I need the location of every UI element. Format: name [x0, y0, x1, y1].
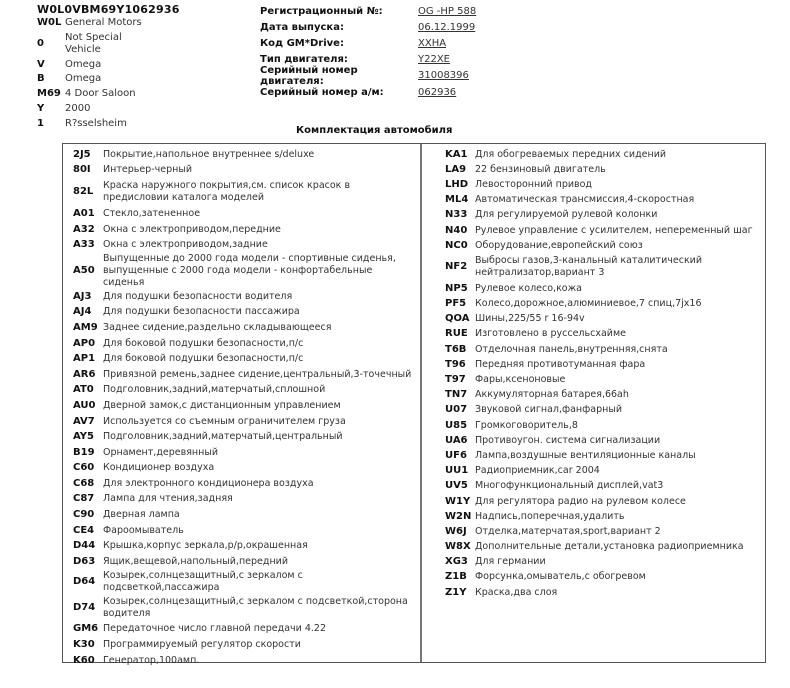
vin-decode-row [37, 32, 217, 56]
option-description: Выпущенные до 2000 года модели - спортивные сиденья, выпущенные с 2000 года модели - конфортабельные сиденья [103, 252, 396, 288]
option-description: Отделочная панель,внутренняя,снята [475, 343, 668, 355]
info-row-engine-serial [260, 64, 476, 87]
option-code: A33 [73, 239, 95, 251]
vin-decode-desc: General Motors [65, 17, 142, 28]
vin-decode-code: W0L [37, 17, 62, 28]
info-label: Дата выпуска: [260, 21, 344, 33]
option-code: D44 [73, 540, 96, 552]
info-label: Регистрационный №: [260, 5, 383, 17]
option-description: Козырек,солнцезащитный,с зеркалом с подсветкой,пассажира [103, 569, 303, 593]
option-code: KA1 [445, 148, 468, 160]
option-code: Z1B [445, 571, 467, 583]
option-description: Аккумуляторная батарея,66ah [475, 389, 629, 401]
option-description: Форсунка,омыватель,с обогревом [475, 571, 646, 583]
option-row [445, 494, 755, 509]
option-description: Для германии [475, 556, 546, 568]
info-row-production-date [260, 19, 476, 35]
option-row [73, 414, 413, 430]
option-row [445, 388, 755, 403]
option-code: D74 [73, 601, 96, 613]
option-row [73, 492, 413, 508]
option-code: K30 [73, 639, 95, 651]
info-row-registration [260, 3, 476, 19]
option-code: U85 [445, 419, 468, 431]
option-code: AJ3 [73, 290, 92, 302]
option-code: LA9 [445, 163, 467, 175]
option-code: W6J [445, 525, 467, 537]
info-row-vehicle-serial [260, 84, 476, 100]
option-row [73, 461, 413, 477]
option-code: 82L [73, 186, 94, 198]
option-description: Орнамент,деревянный [103, 446, 219, 458]
option-description: Заднее сидение,раздельно складывающееся [103, 321, 332, 333]
option-description: Отделка,матерчатая,sport,вариант 2 [475, 525, 661, 537]
option-code: W8X [445, 541, 471, 553]
option-code: UA6 [445, 434, 468, 446]
option-code: ML4 [445, 194, 469, 206]
option-code: LHD [445, 178, 469, 190]
vin-decode-desc: 4 Door Saloon [65, 88, 136, 100]
option-description: Для подушки безопасности пассажира [103, 306, 300, 318]
option-description: Для регулятора радио на рулевом колесе [475, 495, 686, 507]
option-code: AP0 [73, 337, 96, 349]
vin-decode-desc: 2000 [65, 102, 91, 114]
option-row [445, 464, 755, 479]
info-row-gm-drive-code [260, 35, 476, 51]
vin-decode-row [37, 17, 217, 29]
info-label: Тип двигателя: [260, 54, 348, 66]
option-code: D64 [73, 575, 96, 587]
option-row [73, 222, 413, 238]
option-code: UF6 [445, 449, 467, 461]
option-code: NC0 [445, 239, 468, 251]
option-code: NF2 [445, 261, 468, 273]
option-description: Противоугон. система сигнализации [475, 434, 661, 446]
option-row [445, 479, 755, 494]
option-code: N33 [445, 209, 468, 221]
option-row [445, 342, 755, 357]
option-description: 22 бензиновый двигатель [475, 163, 606, 175]
vehicle-info [260, 3, 476, 100]
option-description: Привязной ремень,заднее сидение,центральный,3-точечный [103, 368, 412, 380]
option-code: NP5 [445, 282, 468, 294]
option-row [73, 336, 413, 352]
option-row [73, 351, 413, 367]
option-description: Рулевое управление с усилителем, непеременный шаг [475, 224, 753, 236]
option-row [73, 538, 413, 554]
option-row [73, 367, 413, 383]
option-row [73, 570, 413, 594]
option-row [73, 476, 413, 492]
option-code: CE4 [73, 524, 95, 536]
option-row [445, 403, 755, 418]
options-right-column [445, 147, 755, 600]
vin-decode-table [37, 17, 217, 133]
info-value-link[interactable]: OG -HP 588 [418, 5, 477, 17]
option-code: QOA [445, 313, 470, 325]
option-row [445, 208, 755, 223]
option-code: C90 [73, 509, 95, 521]
option-description: Подголовник,задний,матерчатый,центральный [103, 431, 343, 443]
option-code: D63 [73, 555, 96, 567]
vin-decode-row [37, 118, 217, 130]
option-code: AM9 [73, 321, 98, 333]
option-row [445, 281, 755, 296]
option-description: Дополнительные детали,установка радиоприемника [475, 541, 744, 553]
info-label: Серийный номер а/м: [260, 86, 384, 98]
option-code: RUE [445, 328, 468, 340]
vin-decode-row [37, 88, 217, 100]
vin-decode-code: M69 [37, 88, 61, 100]
option-code: UV5 [445, 480, 468, 492]
option-row [445, 223, 755, 238]
option-description: Радиоприемник,car 2004 [475, 465, 600, 477]
vin-decode-row [37, 59, 217, 71]
option-description: Колесо,дорожное,алюминиевое,7 спиц,7jx16 [475, 298, 702, 310]
option-code: U07 [445, 404, 468, 416]
option-row [73, 398, 413, 414]
option-row [73, 594, 413, 622]
option-row [445, 357, 755, 372]
option-row [445, 372, 755, 387]
option-code: UU1 [445, 465, 469, 477]
option-description: Используется со съемным ограничителем груза [103, 415, 346, 427]
option-description: Левосторонний привод [475, 178, 592, 190]
option-code: C87 [73, 493, 95, 505]
option-description: Краска наружного покрытия,см. список красок в предисловии каталога моделей [103, 180, 351, 204]
vin-decode-desc: R?sselsheim [65, 117, 127, 129]
option-description: Программируемый регулятор скорости [103, 639, 301, 651]
option-description: Выбросы газов,3-канальный каталитический нейтрализатор,вариант 3 [475, 255, 703, 279]
option-description: Интерьер-черный [103, 164, 193, 176]
option-row [73, 507, 413, 523]
option-description: Кондиционер воздуха [103, 462, 215, 474]
option-description: Для боковой подушки безопасности,п/с [103, 337, 304, 349]
option-code: T6B [445, 343, 467, 355]
column-divider [420, 144, 422, 662]
option-code: N40 [445, 224, 468, 236]
option-description: Громкоговоритель,8 [475, 419, 578, 431]
option-row [445, 327, 755, 342]
option-row [445, 448, 755, 463]
vin-number: W0L0VBM69Y1062936 [37, 3, 180, 16]
option-row [445, 193, 755, 208]
option-description: Надпись,поперечная,удалить [475, 510, 625, 522]
option-code: W1Y [445, 495, 471, 507]
option-code: AJ4 [73, 306, 92, 318]
option-description: Для электронного кондиционера воздуха [103, 477, 314, 489]
option-description: Дверная лампа [103, 509, 180, 521]
option-row [73, 445, 413, 461]
option-row [445, 238, 755, 253]
option-row [445, 524, 755, 539]
option-code: AV7 [73, 415, 95, 427]
option-row [445, 162, 755, 177]
info-label: Серийный номер двигателя: [260, 64, 358, 87]
option-code: 2J5 [73, 148, 91, 160]
option-row [73, 147, 413, 163]
option-code: GM6 [73, 623, 99, 635]
option-row [73, 305, 413, 321]
option-row [445, 540, 755, 555]
option-row [445, 570, 755, 585]
option-description: Для обогреваемых передних сидений [475, 148, 667, 160]
options-left-column [73, 147, 413, 668]
option-description: Козырек,солнцезащитный,с зеркалом с подсветкой,сторона водителя [103, 595, 408, 619]
option-row [73, 637, 413, 653]
option-description: Лампа для чтения,задняя [103, 493, 233, 505]
vin-decode-desc: Omega [65, 58, 102, 70]
vin-decode-row [37, 103, 217, 115]
option-row [73, 383, 413, 399]
vin-decode-code: Y [37, 102, 45, 114]
option-row [73, 163, 413, 179]
option-row [73, 554, 413, 570]
option-code: W2N [445, 510, 472, 522]
option-description: Окна с электроприводом,задние [103, 239, 268, 251]
option-code: B19 [73, 446, 95, 458]
option-description: Изготовлено в руссельсхайме [475, 328, 626, 340]
option-row [445, 585, 755, 600]
option-row [445, 433, 755, 448]
option-row [445, 253, 755, 281]
vin-decode-desc: Not Special Vehicle [65, 31, 122, 55]
option-code: AU0 [73, 399, 96, 411]
option-description: Фары,ксеноновые [475, 374, 566, 386]
option-row [445, 147, 755, 162]
option-row [445, 177, 755, 192]
info-value-link[interactable]: Y22XE [418, 54, 451, 66]
option-code: PF5 [445, 298, 467, 310]
option-code: A50 [73, 264, 95, 276]
option-code: T97 [445, 374, 466, 386]
option-description: Оборудование,европейский союз [475, 239, 643, 251]
option-description: Для подушки безопасности водителя [103, 290, 293, 302]
option-row [73, 178, 413, 206]
vin-decode-code: 1 [37, 117, 44, 129]
option-row [445, 509, 755, 524]
vin-decode-code: V [37, 58, 45, 70]
option-row [73, 653, 413, 669]
option-code: K60 [73, 654, 95, 666]
option-description: Покрытие,напольное внутреннее s/deluxe [103, 148, 315, 160]
option-code: 80I [73, 164, 91, 176]
option-row [73, 320, 413, 336]
option-description: Многофункциональный дисплей,vat3 [475, 480, 664, 492]
option-description: Звуковой сигнал,фанфарный [475, 404, 622, 416]
vin-decode-code: 0 [37, 37, 44, 49]
option-row [73, 206, 413, 222]
option-code: AP1 [73, 353, 96, 365]
info-label: Код GM*Drive: [260, 37, 344, 49]
option-row [73, 289, 413, 305]
info-value-link[interactable]: 31008396 [418, 70, 469, 82]
option-row [445, 297, 755, 312]
option-code: A32 [73, 223, 95, 235]
option-description: Генератор,100амп. [103, 654, 200, 666]
option-code: AT0 [73, 384, 94, 396]
option-code: AY5 [73, 431, 94, 443]
info-value-link[interactable]: XXHA [418, 37, 447, 49]
option-row [445, 312, 755, 327]
option-code: C60 [73, 462, 95, 474]
option-row [73, 622, 413, 638]
option-description: Лампа,воздушные вентиляционные каналы [475, 449, 696, 461]
option-code: T96 [445, 358, 466, 370]
option-description: Краска,два слоя [475, 586, 558, 598]
option-description: Ящик,вещевой,напольный,передний [103, 555, 289, 567]
option-description: Для боковой подушки безопасности,п/с [103, 353, 304, 365]
vin-decode-code: B [37, 73, 45, 85]
option-description: Крышка,корпус зеркала,р/р,окрашенная [103, 540, 308, 552]
option-row [445, 418, 755, 433]
option-row [73, 523, 413, 539]
option-code: AR6 [73, 368, 96, 380]
option-description: Передаточное число главной передачи 4.22 [103, 623, 326, 635]
option-code: XG3 [445, 556, 468, 568]
option-description: Для регулируемой рулевой колонки [475, 209, 658, 221]
option-description: Дверной замок,с дистанционным управлением [103, 399, 341, 411]
vin-decode-row [37, 73, 217, 85]
option-description: Фароомыватель [103, 524, 184, 536]
info-value-link[interactable]: 06.12.1999 [418, 21, 476, 33]
option-description: Подголовник,задний,матерчатый,сплошной [103, 384, 326, 396]
option-row [73, 237, 413, 253]
option-description: Передняя противотуманная фара [475, 358, 646, 370]
option-code: TN7 [445, 389, 468, 401]
option-description: Стекло,затененное [103, 207, 201, 219]
equipment-box [62, 143, 766, 666]
equipment-title: Комплектация автомобиля [296, 125, 453, 136]
option-row [73, 429, 413, 445]
option-code: Z1Y [445, 586, 467, 598]
option-code: A01 [73, 207, 95, 219]
option-description: Автоматическая трансмиссия,4-скоростная [475, 194, 695, 206]
option-code: C68 [73, 477, 95, 489]
vin-decode-desc: Omega [65, 73, 102, 85]
option-row [73, 253, 413, 289]
option-description: Шины,225/55 r 16-94v [475, 313, 585, 325]
option-description: Рулевое колесо,кожа [475, 282, 582, 294]
option-description: Окна с электроприводом,передние [103, 223, 281, 235]
option-row [445, 555, 755, 570]
info-value-link[interactable]: 062936 [418, 86, 457, 98]
